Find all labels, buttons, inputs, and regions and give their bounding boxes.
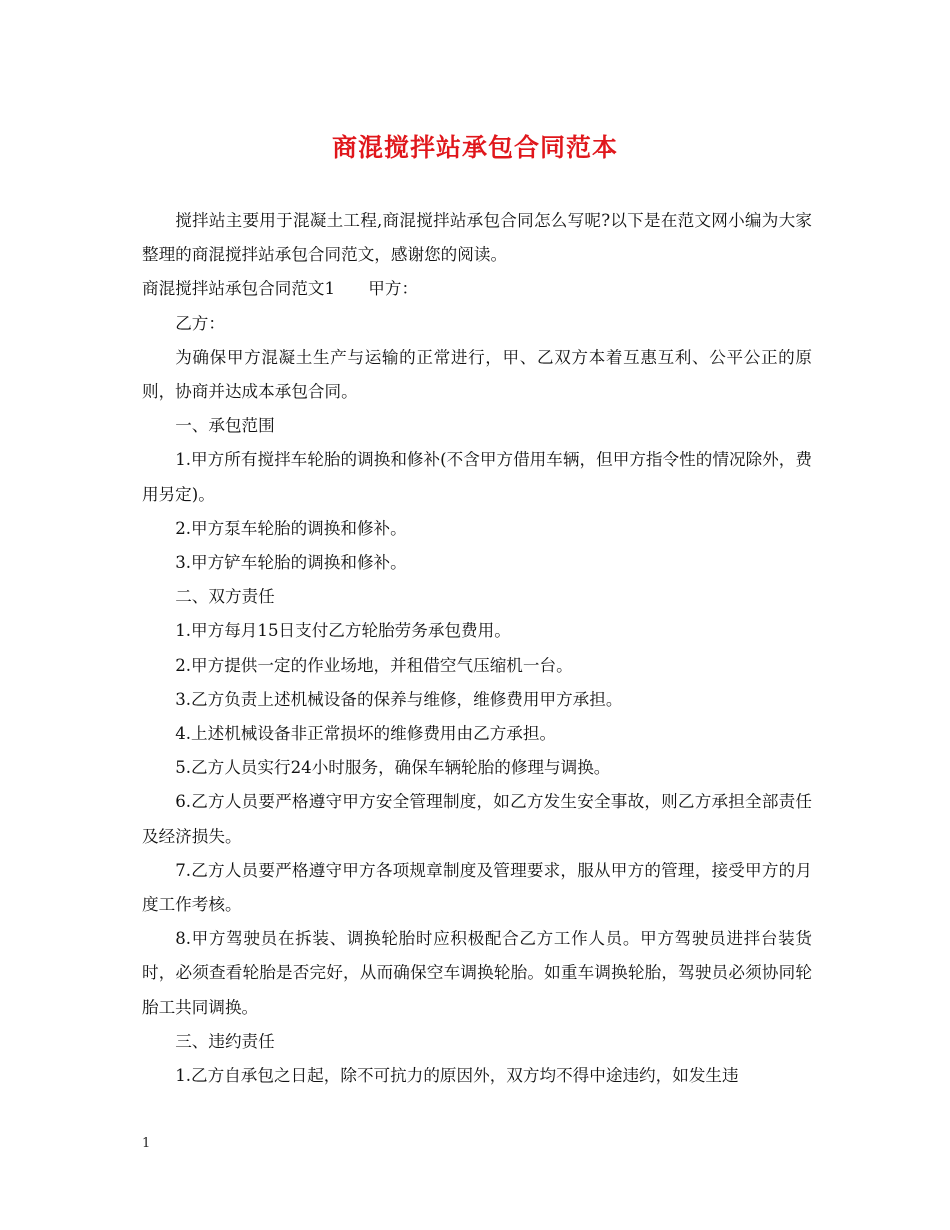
section-heading-breach: 三、违约责任 xyxy=(175,1031,275,1051)
list-item: 1.乙方自承包之日起，除不可抗力的原因外，双方均不得中途违约，如发生违 xyxy=(175,1066,739,1086)
document-title: 商混搅拌站承包合同范本 xyxy=(331,133,618,162)
list-item: 1.甲方所有搅拌车轮胎的调换和修补(不含甲方借用车辆，但甲方指令性的情况除外，费用另定)。 xyxy=(142,450,812,504)
list-item: 2.甲方泵车轮胎的调换和修补。 xyxy=(175,518,407,538)
section-heading-responsibilities: 二、双方责任 xyxy=(175,587,275,607)
list-item: 3.甲方铲车轮胎的调换和修补。 xyxy=(175,553,407,573)
list-item: 2.甲方提供一定的作业场地，并租借空气压缩机一台。 xyxy=(175,655,573,675)
list-item: 4.上述机械设备非正常损坏的维修费用由乙方承担。 xyxy=(175,724,557,744)
list-item: 3.乙方负责上述机械设备的保养与维修，维修费用甲方承担。 xyxy=(175,689,623,709)
document-body xyxy=(142,204,812,1093)
section-heading-scope: 一、承包范围 xyxy=(175,416,275,436)
page-number: 1 xyxy=(142,1136,151,1151)
list-item: 5.乙方人员实行24小时服务，确保车辆轮胎的修理与调换。 xyxy=(175,758,611,778)
list-item: 1.甲方每月15日支付乙方轮胎劳务承包费用。 xyxy=(175,621,511,641)
list-item: 7.乙方人员要严格遵守甲方各项规章制度及管理要求，服从甲方的管理，接受甲方的月度工作考核。 xyxy=(142,860,812,915)
paragraph-intro: 搅拌站主要用于混凝土工程,商混搅拌站承包合同怎么写呢?以下是在范文网小编为大家整理的商混搅拌站承包合同范文，感谢您的阅读。 xyxy=(142,211,812,265)
paragraph-party-b: 乙方： xyxy=(175,313,225,333)
list-item: 6.乙方人员要严格遵守甲方安全管理制度，如乙方发生安全事故，则乙方承担全部责任及经济损失。 xyxy=(142,792,812,846)
paragraph-contract-heading: 商混搅拌站承包合同范文1 甲方： xyxy=(142,279,419,299)
list-item: 8.甲方驾驶员在拆装、调换轮胎时应积极配合乙方工作人员。甲方驾驶员进拌台装货时，必须查看轮胎是否完好，从而确保空车调换轮胎。如重车调换轮胎，驾驶员必须协同轮胎工共同调换。 xyxy=(142,929,812,1017)
paragraph-preamble: 为确保甲方混凝土生产与运输的正常进行，甲、乙双方本着互惠互利、公平公正的原则，协商并达成本承包合同。 xyxy=(142,347,812,402)
